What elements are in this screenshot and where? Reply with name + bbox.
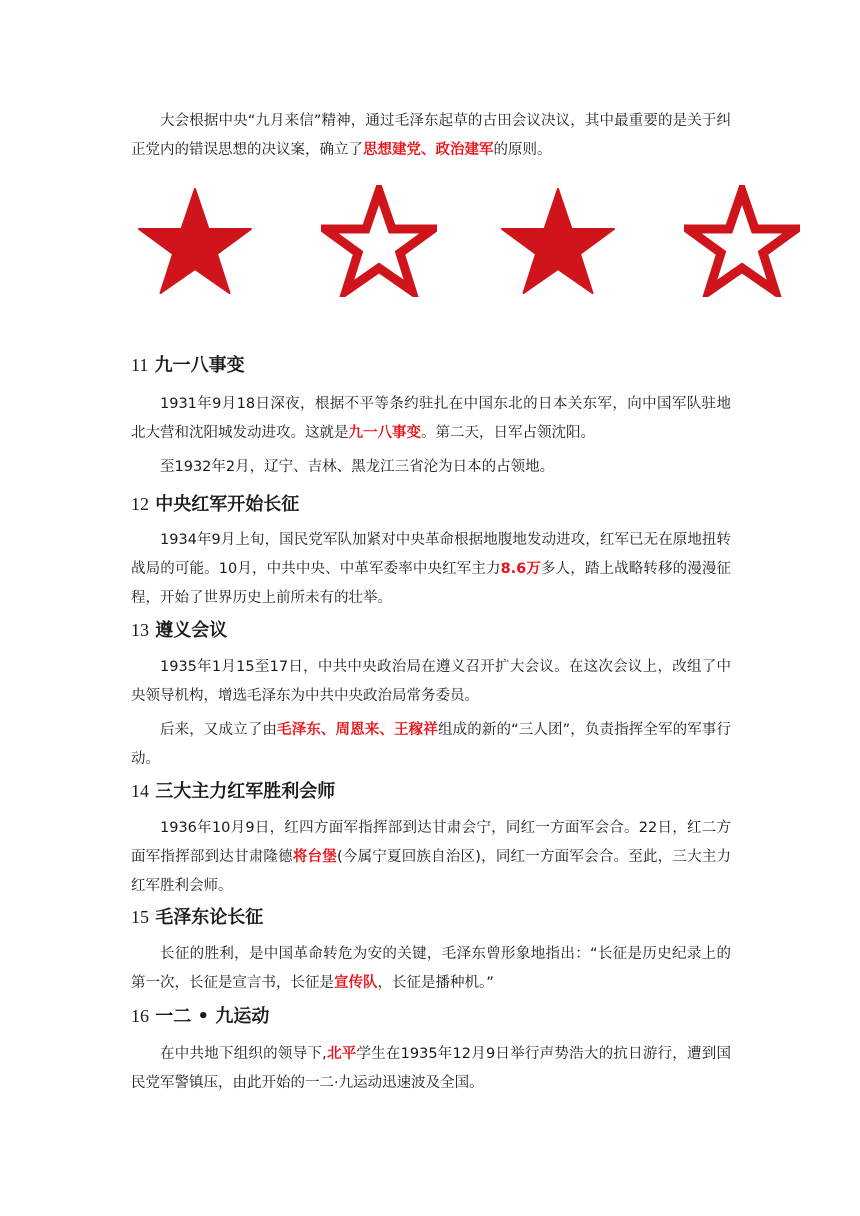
- text-run: 大会根据中央“九月来信”精神，通过毛泽东起草的古田会议决议，其中最重要的是关于纠正党内的错误思想的决议案，确立了: [131, 113, 731, 158]
- section-number: 11: [131, 355, 149, 375]
- section-13-paragraph-1: [131, 653, 731, 711]
- highlight-text: 宣传队: [334, 975, 378, 991]
- section-title: 遵义会议: [155, 620, 228, 641]
- section-heading-12: [131, 491, 731, 518]
- section-number: 15: [131, 907, 149, 927]
- text-run: 多人，踏上战略转移的漫漫征程，开始了世界历史上前所未有的壮举。: [131, 561, 732, 606]
- text-run: 在中共地下组织的领导下,: [160, 1046, 327, 1062]
- section-11-paragraph-1: [131, 390, 731, 448]
- section-title: 中央红军开始长征: [155, 494, 300, 515]
- text-run: 1934年9月上旬，国民党军队加紧对中央革命根据地腹地发动进攻，红军已无在原地扭转战局的可能。10月，中共中央、中革军委率中央红军主力: [131, 532, 731, 577]
- section-title: 一二 • 九运动: [155, 1006, 270, 1027]
- section-number: 16: [131, 1006, 149, 1026]
- section-15-paragraph-1: [131, 940, 731, 998]
- outline-star-icon: [321, 185, 437, 297]
- section-11-paragraph-2: [131, 453, 731, 482]
- highlight-text: 毛泽东、周恩来、王稼祥: [277, 722, 438, 738]
- section-number: 13: [131, 620, 149, 640]
- section-13-paragraph-2: [131, 716, 731, 774]
- text-run: 学生在1935年12月9日举行声势浩大的抗日游行，遭到国民党军警镇压，由此开始的一二·九运动迅速波及全国。: [131, 1046, 732, 1091]
- section-title: 九一八事变: [154, 355, 245, 376]
- section-number: 14: [131, 781, 149, 801]
- section-16-paragraph-1: [131, 1040, 731, 1098]
- outline-star-icon: [684, 185, 800, 297]
- highlight-text: 将台堡: [292, 849, 337, 865]
- filled-star-icon: [500, 185, 616, 297]
- section-14-paragraph-1: [131, 814, 731, 901]
- text-run: ，长征是播种机。”: [377, 975, 494, 991]
- text-run: 长征的胜利，是中国革命转危为安的关键，毛泽东曾形象地指出：“长征是历史纪录上的第一次，长征是宣言书，长征是: [131, 946, 731, 991]
- text-run: 1935年1月15至17日，中共中央政治局在遵义召开扩大会议。在这次会议上，改组了中央领导机构，增选毛泽东为中共中央政治局常务委员。: [131, 659, 731, 704]
- highlight-text: 九一八事变: [348, 425, 421, 441]
- section-heading-13: [131, 617, 731, 644]
- section-heading-15: [131, 904, 731, 931]
- section-heading-14: [131, 778, 731, 805]
- text-run: 1931年9月18日深夜，根据不平等条约驻扎在中国东北的日本关东军，向中国军队驻地北大营和沈阳城发动进攻。这就是: [131, 396, 731, 441]
- highlight-text: 北平: [326, 1046, 357, 1062]
- text-run: 后来，又成立了由: [160, 722, 278, 738]
- section-title: 毛泽东论长征: [155, 907, 264, 928]
- text-run: 1936年10月9日，红四方面军指挥部到达甘肃会宁，同红一方面军会合。22日，红二方面军指挥部到达甘肃隆德: [131, 820, 731, 865]
- star-row: [0, 185, 860, 310]
- text-run: 的原则。: [493, 142, 552, 158]
- text-run: (今属宁夏回族自治区)，同红一方面军会合。至此，三大主力红军胜利会师。: [131, 849, 732, 894]
- filled-star-icon: [137, 185, 253, 297]
- text-run: 。第二天，日军占领沈阳。: [421, 425, 595, 441]
- text-run: 组成的新的“三人团”，负责指挥全军的军事行动。: [131, 722, 732, 767]
- intro-paragraph: [131, 107, 731, 165]
- text-run: 至1932年2月，辽宁、吉林、黑龙江三省沦为日本的占领地。: [160, 459, 555, 475]
- section-heading-16: [131, 1003, 731, 1030]
- section-number: 12: [131, 494, 149, 514]
- section-heading-11: [131, 352, 731, 379]
- section-title: 三大主力红军胜利会师: [155, 781, 336, 802]
- highlight-text: 8.6万: [500, 561, 542, 577]
- section-12-paragraph-1: [131, 526, 731, 613]
- highlight-text: 思想建党、政治建军: [363, 142, 494, 158]
